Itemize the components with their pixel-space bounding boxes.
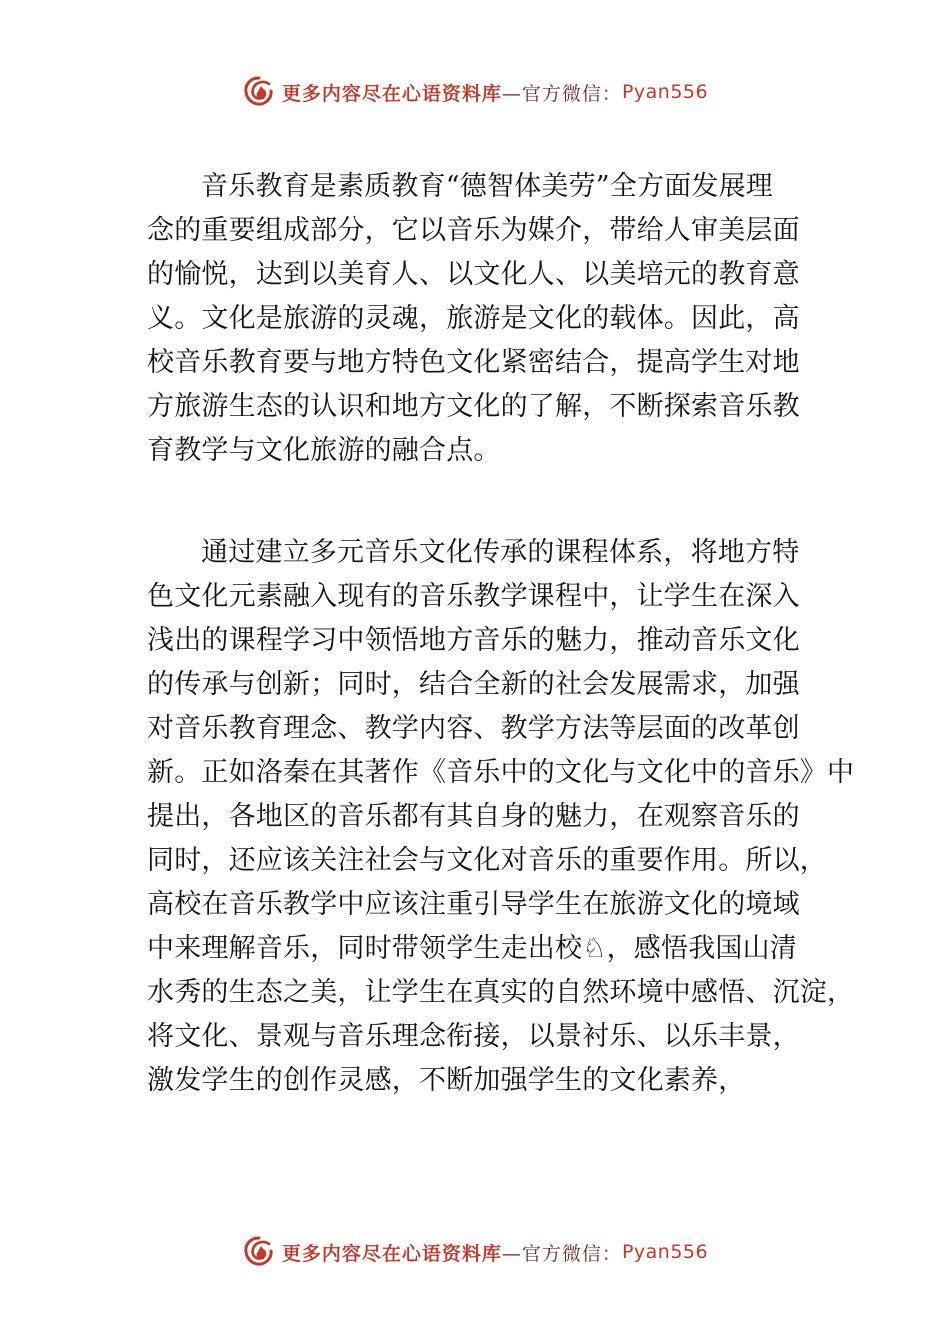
text-line: 新。正如洛秦在其著作《音乐中的文化与文化中的音乐》中 — [147, 757, 855, 788]
text-line: 的传承与创新；同时，结合全新的社会发展需求，加强 — [147, 669, 800, 700]
footer-site-name: 更多内容尽在心语资料库 — [281, 1242, 502, 1265]
footer-wechat-id: Pyan556 — [621, 1241, 709, 1263]
text-line: 浅出的课程学习中领悟地方音乐的魅力，推动音乐文化 — [147, 625, 800, 656]
header-wechat-id: Pyan556 — [621, 81, 709, 103]
swirl-logo-icon — [242, 1235, 276, 1269]
paragraph-1 — [147, 165, 837, 473]
text-line: 色文化元素融入现有的音乐教学课程中，让学生在深入 — [147, 581, 800, 612]
text-line: 水秀的生态之美，让学生在真实的自然环境中感悟、沉淀， — [147, 977, 855, 1008]
text-line: 激发学生的创作灵感，不断加强学生的文化素养， — [147, 1065, 746, 1096]
text-line: 对音乐教育理念、教学内容、教学方法等层面的改革创 — [147, 713, 800, 744]
text-line: 中来理解音乐，同时带领学生走出校♘，感悟我国山清 — [147, 933, 798, 964]
footer-banner — [0, 1232, 950, 1272]
text-line: 同时，还应该关注社会与文化对音乐的重要作用。所以， — [147, 845, 827, 876]
text-line: 念的重要组成部分，它以音乐为媒介，带给人审美层面 — [147, 215, 800, 246]
text-line: 育教学与文化旅游的融合点。 — [147, 435, 501, 466]
text-line: 提出，各地区的音乐都有其自身的魅力，在观察音乐的 — [147, 801, 800, 832]
text-line: 将文化、景观与音乐理念衔接，以景衬乐、以乐丰景， — [147, 1021, 800, 1052]
header-site-name: 更多内容尽在心语资料库 — [281, 82, 502, 105]
footer-wechat-label: —官方微信： — [501, 1242, 622, 1265]
paragraph-2 — [147, 531, 855, 1103]
text-line: 音乐教育是素质教育“德智体美劳”全方面发展理 — [201, 171, 774, 202]
text-line: 高校在音乐教学中应该注重引导学生在旅游文化的境域 — [147, 889, 800, 920]
text-line: 的愉悦，达到以美育人、以文化人、以美培元的教育意 — [147, 259, 800, 290]
text-line: 通过建立多元音乐文化传承的课程体系，将地方特 — [201, 537, 800, 568]
text-line: 校音乐教育要与地方特色文化紧密结合，提高学生对地 — [147, 347, 800, 378]
document-body — [147, 165, 855, 1103]
text-line: 方旅游生态的认识和地方文化的了解，不断探索音乐教 — [147, 391, 800, 422]
swirl-logo-icon — [242, 75, 276, 109]
text-line: 义。文化是旅游的灵魂，旅游是文化的载体。因此，高 — [147, 303, 800, 334]
header-wechat-label: —官方微信： — [501, 82, 622, 105]
header-banner — [0, 72, 950, 112]
